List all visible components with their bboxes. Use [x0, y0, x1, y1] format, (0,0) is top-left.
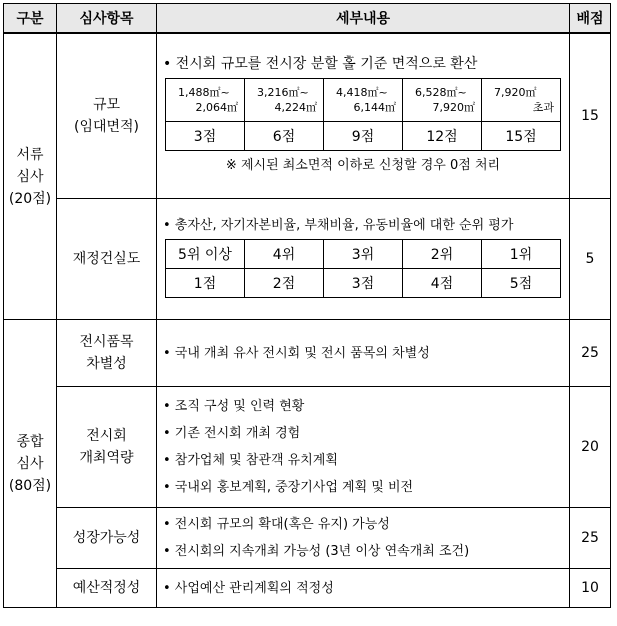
- evaluation-table: [3, 3, 611, 608]
- row-growth: [4, 508, 611, 569]
- points-cell: 4점: [403, 269, 482, 298]
- item-growth: 성장가능성: [57, 508, 157, 569]
- detail-growth: [157, 508, 570, 569]
- score-growth: 25: [570, 508, 611, 569]
- section-comprehensive-review: 종합 심사 (80점): [4, 320, 57, 608]
- detail-budget: [157, 569, 570, 608]
- score-finance: 5: [570, 199, 611, 320]
- item-budget: 예산적정성: [57, 569, 157, 608]
- item-capacity: 전시회 개최역량: [57, 387, 157, 508]
- rank-cell: 5위 이상: [166, 240, 245, 269]
- header-row: [4, 4, 611, 34]
- detail-product: [157, 320, 570, 387]
- bullet-capacity: • 국내외 홍보계획, 중장기사업 계획 및 비전: [163, 480, 414, 495]
- rank-cell: 3위: [324, 240, 403, 269]
- bullet-product: • 국내 개최 유사 전시회 및 전시 품목의 차별성: [163, 345, 430, 361]
- header-detail: 세부내용: [157, 4, 570, 34]
- score-budget: 10: [570, 569, 611, 608]
- range-cell: 3,216㎡~ 4,224㎡: [245, 79, 324, 122]
- header-category: 구분: [4, 4, 57, 34]
- row-budget: [4, 569, 611, 608]
- score-product: 25: [570, 320, 611, 387]
- bullet-capacity: • 조직 구성 및 인력 현황: [163, 399, 305, 414]
- bullet-budget: • 사업예산 관리계획의 적정성: [163, 580, 334, 596]
- bullet-scale: • 전시회 규모를 전시장 분할 홀 기준 면적으로 환산: [163, 56, 478, 72]
- row-finance: [4, 199, 611, 320]
- bullet-growth: • 전시회의 지속개최 가능성 (3년 이상 연속개최 조건): [163, 544, 470, 559]
- scale-grid: [165, 78, 561, 151]
- detail-scale: [157, 33, 570, 199]
- points-cell: 3점: [166, 122, 245, 151]
- range-cell: 4,418㎡~ 6,144㎡: [324, 79, 403, 122]
- range-cell: 6,528㎡~ 7,920㎡: [403, 79, 482, 122]
- header-score: 배점: [570, 4, 611, 34]
- points-cell: 15점: [482, 122, 561, 151]
- rank-cell: 4위: [245, 240, 324, 269]
- finance-grid: [165, 239, 561, 298]
- row-capacity: [4, 387, 611, 508]
- row-scale: [4, 33, 611, 199]
- score-scale: 15: [570, 33, 611, 199]
- points-cell: 1점: [166, 269, 245, 298]
- bullet-finance: • 총자산, 자기자본비율, 부채비율, 유동비율에 대한 순위 평가: [163, 218, 514, 233]
- header-item: 심사항목: [57, 4, 157, 34]
- note-scale: ※ 제시된 최소면적 이하로 신청할 경우 0점 처리: [225, 158, 501, 173]
- range-cell: 7,920㎡ 초과: [482, 79, 561, 122]
- detail-capacity: [157, 387, 570, 508]
- item-finance: 재정건실도: [57, 199, 157, 320]
- item-product: 전시품목 차별성: [57, 320, 157, 387]
- points-cell: 6점: [245, 122, 324, 151]
- detail-finance: [157, 199, 570, 320]
- item-scale: 규모 (임대면적): [57, 33, 157, 199]
- bullet-capacity: • 참가업체 및 참관객 유치계획: [163, 453, 338, 468]
- bullet-capacity: • 기존 전시회 개최 경험: [163, 426, 301, 441]
- points-cell: 2점: [245, 269, 324, 298]
- points-cell: 5점: [482, 269, 561, 298]
- rank-cell: 1위: [482, 240, 561, 269]
- points-cell: 9점: [324, 122, 403, 151]
- bullet-growth: • 전시회 규모의 확대(혹은 유지) 가능성: [163, 517, 390, 532]
- range-cell: 1,488㎡~ 2,064㎡: [166, 79, 245, 122]
- points-cell: 12점: [403, 122, 482, 151]
- points-cell: 3점: [324, 269, 403, 298]
- score-capacity: 20: [570, 387, 611, 508]
- section-document-review: 서류 심사 (20점): [4, 33, 57, 320]
- rank-cell: 2위: [403, 240, 482, 269]
- row-product: [4, 320, 611, 387]
